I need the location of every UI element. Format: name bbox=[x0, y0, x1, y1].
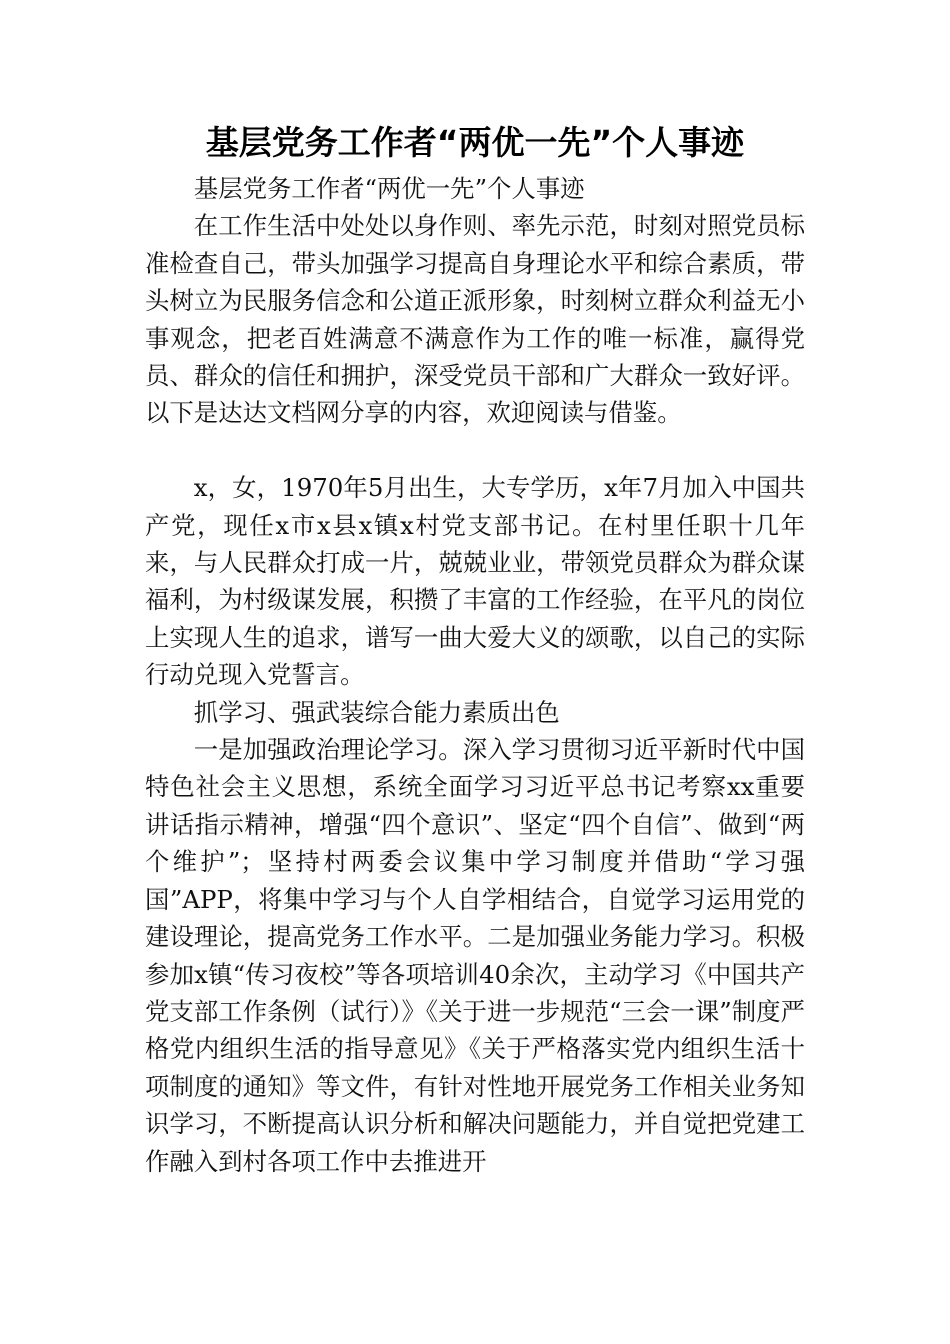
study-paragraph: 一是加强政治理论学习。深入学习贯彻习近平新时代中国特色社会主义思想，系统全面学习习近平总书记考察xx重要讲话指示精神，增强“四个意识”、坚定“四个自信”、做到“两个维护”；坚持村两委会议集中学习制度并借助“学习强国”APP，将集中学习与个人自学相结合，自觉学习运用党的建设理论，提高党务工作水平。二是加强业务能力学习。积极参加x镇“传习夜校”等各项培训40余次，主动学习《中国共产党支部工作条例（试行）》《关于进一步规范“三会一课”制度严格党内组织生活的指导意见》《关于严格落实党内组织生活十项制度的通知》等文件，有针对性地开展党务工作相关业务知识学习，不断提高认识分析和解决问题能力，并自觉把党建工作融入到村各项工作中去推进开 bbox=[145, 735, 805, 1176]
blank-line bbox=[145, 432, 805, 469]
section-heading: 抓学习、强武装综合能力素质出色 bbox=[193, 697, 560, 727]
document-title: 基层党务工作者“两优一先”个人事迹 bbox=[205, 123, 745, 162]
subtitle-paragraph: 基层党务工作者“两优一先”个人事迹 bbox=[193, 174, 585, 203]
intro-paragraph: 在工作生活中处处以身作则、率先示范，时刻对照党员标准检查自己，带头加强学习提高自身理论水平和综合素质，带头树立为民服务信念和公道正派形象，时刻树立群众利益无小事观念，把老百姓满意不满意作为工作的唯一标准，赢得党员、群众的信任和拥护，深受党员干部和广大群众一致好评。以下是达达文档网分享的内容，欢迎阅读与借鉴。 bbox=[145, 211, 805, 428]
biography-paragraph: x，女，1970年5月出生，大专学历，x年7月加入中国共产党，现任x市x县x镇x村党支部书记。在村里任职十几年来，与人民群众打成一片，兢兢业业，带领党员群众为群众谋福利，为村级谋发展，积攒了丰富的工作经验，在平凡的岗位上实现人生的追求，谱写一曲大爱大义的颂歌，以自己的实际行动兑现入党誓言。 bbox=[145, 473, 805, 690]
document-body bbox=[145, 170, 805, 1180]
